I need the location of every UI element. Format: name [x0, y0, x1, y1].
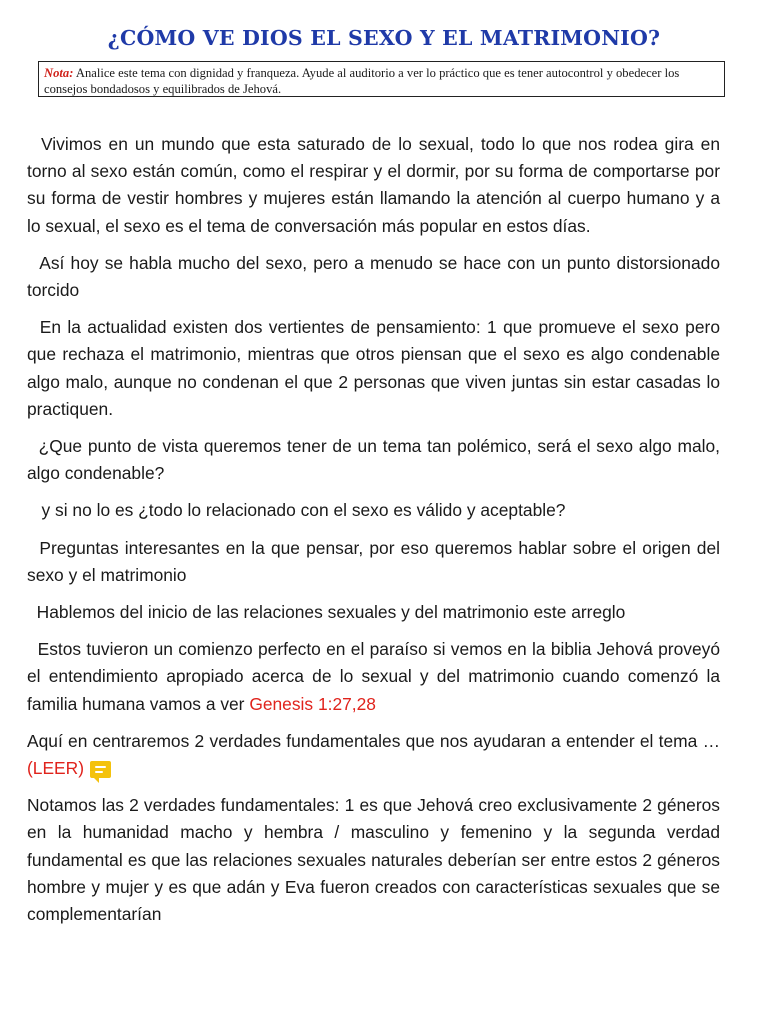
paragraph-8	[27, 636, 725, 718]
document-body	[27, 131, 725, 938]
note-text: Analice este tema con dignidad y franqueza. Ayude al auditorio a ver lo práctico que es tener autocontrol y obedecer los consejos bondadosos y equilibrados de Jehová.	[44, 66, 680, 96]
comment-icon[interactable]	[90, 761, 111, 778]
paragraph-4: ¿Que punto de vista queremos tener de un tema tan polémico, será el sexo algo malo, algo condenable?	[27, 436, 725, 484]
page-title: ¿CÓMO VE DIOS EL SEXO Y EL MATRIMONIO?	[107, 26, 661, 50]
note-label: Nota:	[44, 66, 74, 80]
paragraph-10: Notamos las 2 verdades fundamentales: 1 es que Jehová creo exclusivamente 2 géneros en la humanidad macho y hembra / masculino y femenino y la segunda verdad fundamental es que las relaciones sexuales naturales deberían ser entre estos 2 géneros hombre y mujer y es que adán y Eva fueron creados con características sexuales que se complementarían	[27, 795, 720, 925]
read-instruction: (LEER)	[27, 758, 85, 779]
paragraph-9-text: Aquí en centraremos 2 verdades fundamentales que nos ayudaran a entender el tema …	[27, 730, 720, 751]
paragraph-9	[27, 728, 720, 782]
paragraph-5: y si no lo es ¿todo lo relacionado con el sexo es válido y aceptable?	[27, 500, 566, 521]
paragraph-1: Vivimos en un mundo que esta saturado de lo sexual, todo lo que nos rodea gira en torno al sexo están común, como el respirar y el dormir, por su forma de comportarse por su forma de vestir hombres y mujeres están llamando la atención al cuerpo humano y a lo sexual, el sexo es el tema de conversación más popular en estos días.	[27, 134, 725, 236]
paragraph-6: Preguntas interesantes en la que pensar, por eso queremos hablar sobre el origen del sexo y el matrimonio	[27, 537, 725, 585]
paragraph-2: Así hoy se habla mucho del sexo, pero a menudo se hace con un punto distorsionado torcido	[27, 252, 725, 301]
paragraph-3: En la actualidad existen dos vertientes de pensamiento: 1 que promueve el sexo pero que rechaza el matrimonio, mientras que otros piensan que el sexo es algo condenable algo malo, aunque no condenan el que 2 personas que viven juntas sin estar casadas lo practiquen.	[27, 317, 725, 419]
bible-reference[interactable]: Genesis 1:27,28	[249, 693, 376, 714]
paragraph-8-text: Estos tuvieron un comienzo perfecto en el paraíso si vemos en la biblia Jehová proveyó el entendimiento apropiado acerca de lo sexual y del matrimonio cuando comenzó la familia humana vamos a ver	[27, 639, 725, 714]
paragraph-7: Hablemos del inicio de las relaciones sexuales y del matrimonio este arreglo	[27, 602, 626, 623]
note-box	[38, 61, 725, 97]
